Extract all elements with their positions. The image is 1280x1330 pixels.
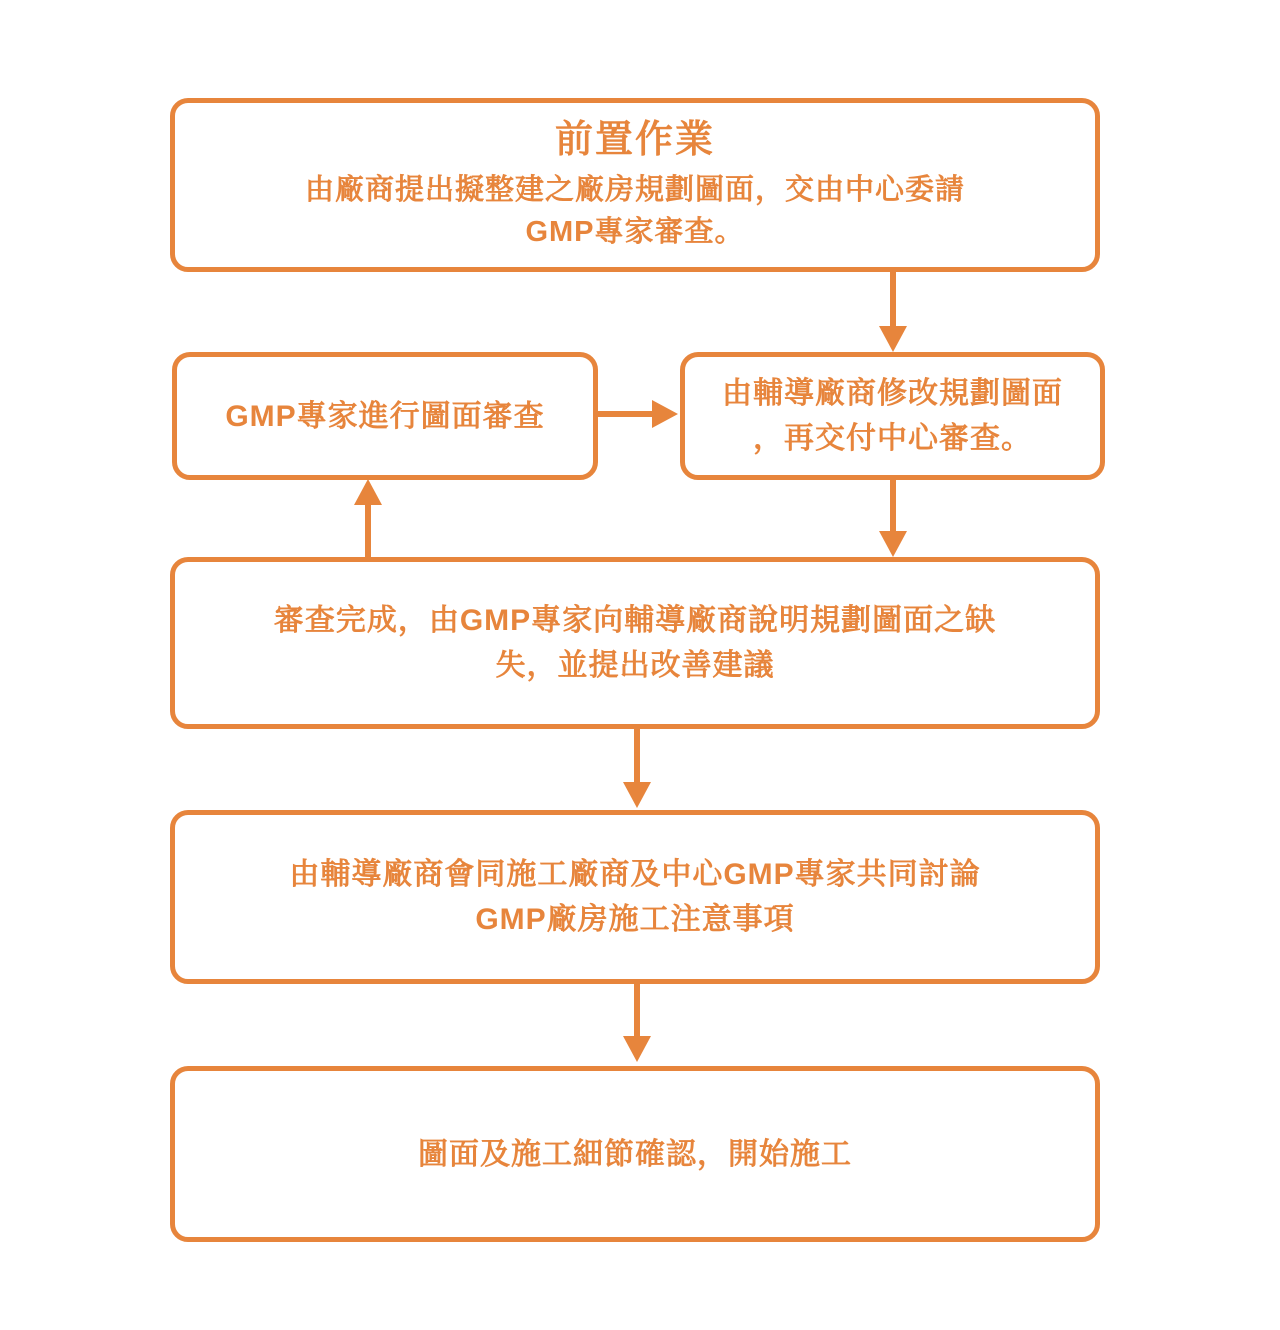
flow-box-joint-discussion: [170, 810, 1100, 984]
arrowhead-down-icon: [623, 1036, 651, 1062]
box-text-line: GMP專家進行圖面審查: [225, 399, 545, 433]
flow-box-review-complete: [170, 557, 1100, 729]
flow-box-start-construction: [170, 1066, 1100, 1242]
box-text-line: 由輔導廠商會同施工廠商及中心GMP專家共同討論: [289, 858, 981, 891]
arrowhead-down-icon: [879, 326, 907, 352]
box-text-line: 由廠商提出擬整建之廠房規劃圖面，交由中心委請: [304, 173, 965, 206]
box-title-pre-work: 前置作業: [554, 119, 715, 162]
box-text-line: 由輔導廠商修改規劃圖面: [722, 377, 1063, 410]
arrowhead-down-icon: [879, 531, 907, 557]
arrowhead-right-icon: [652, 400, 678, 428]
box-text-line: 圖面及施工細節確認，開始施工: [418, 1137, 852, 1171]
flow-box-pre-work: [170, 98, 1100, 272]
box-text-line: 失，並提出改善建議: [495, 649, 775, 682]
flow-box-gmp-expert-review: [172, 352, 598, 480]
box-text-line: GMP廠房施工注意事項: [475, 903, 795, 936]
arrowhead-down-icon: [623, 782, 651, 808]
box-text-line: GMP專家審查。: [525, 215, 745, 248]
box-text-line: ，再交付中心審查。: [753, 422, 1032, 455]
flow-box-vendor-revise: [680, 352, 1105, 480]
box-text-line: 審查完成，由GMP專家向輔導廠商說明規劃圖面之缺: [273, 604, 997, 637]
